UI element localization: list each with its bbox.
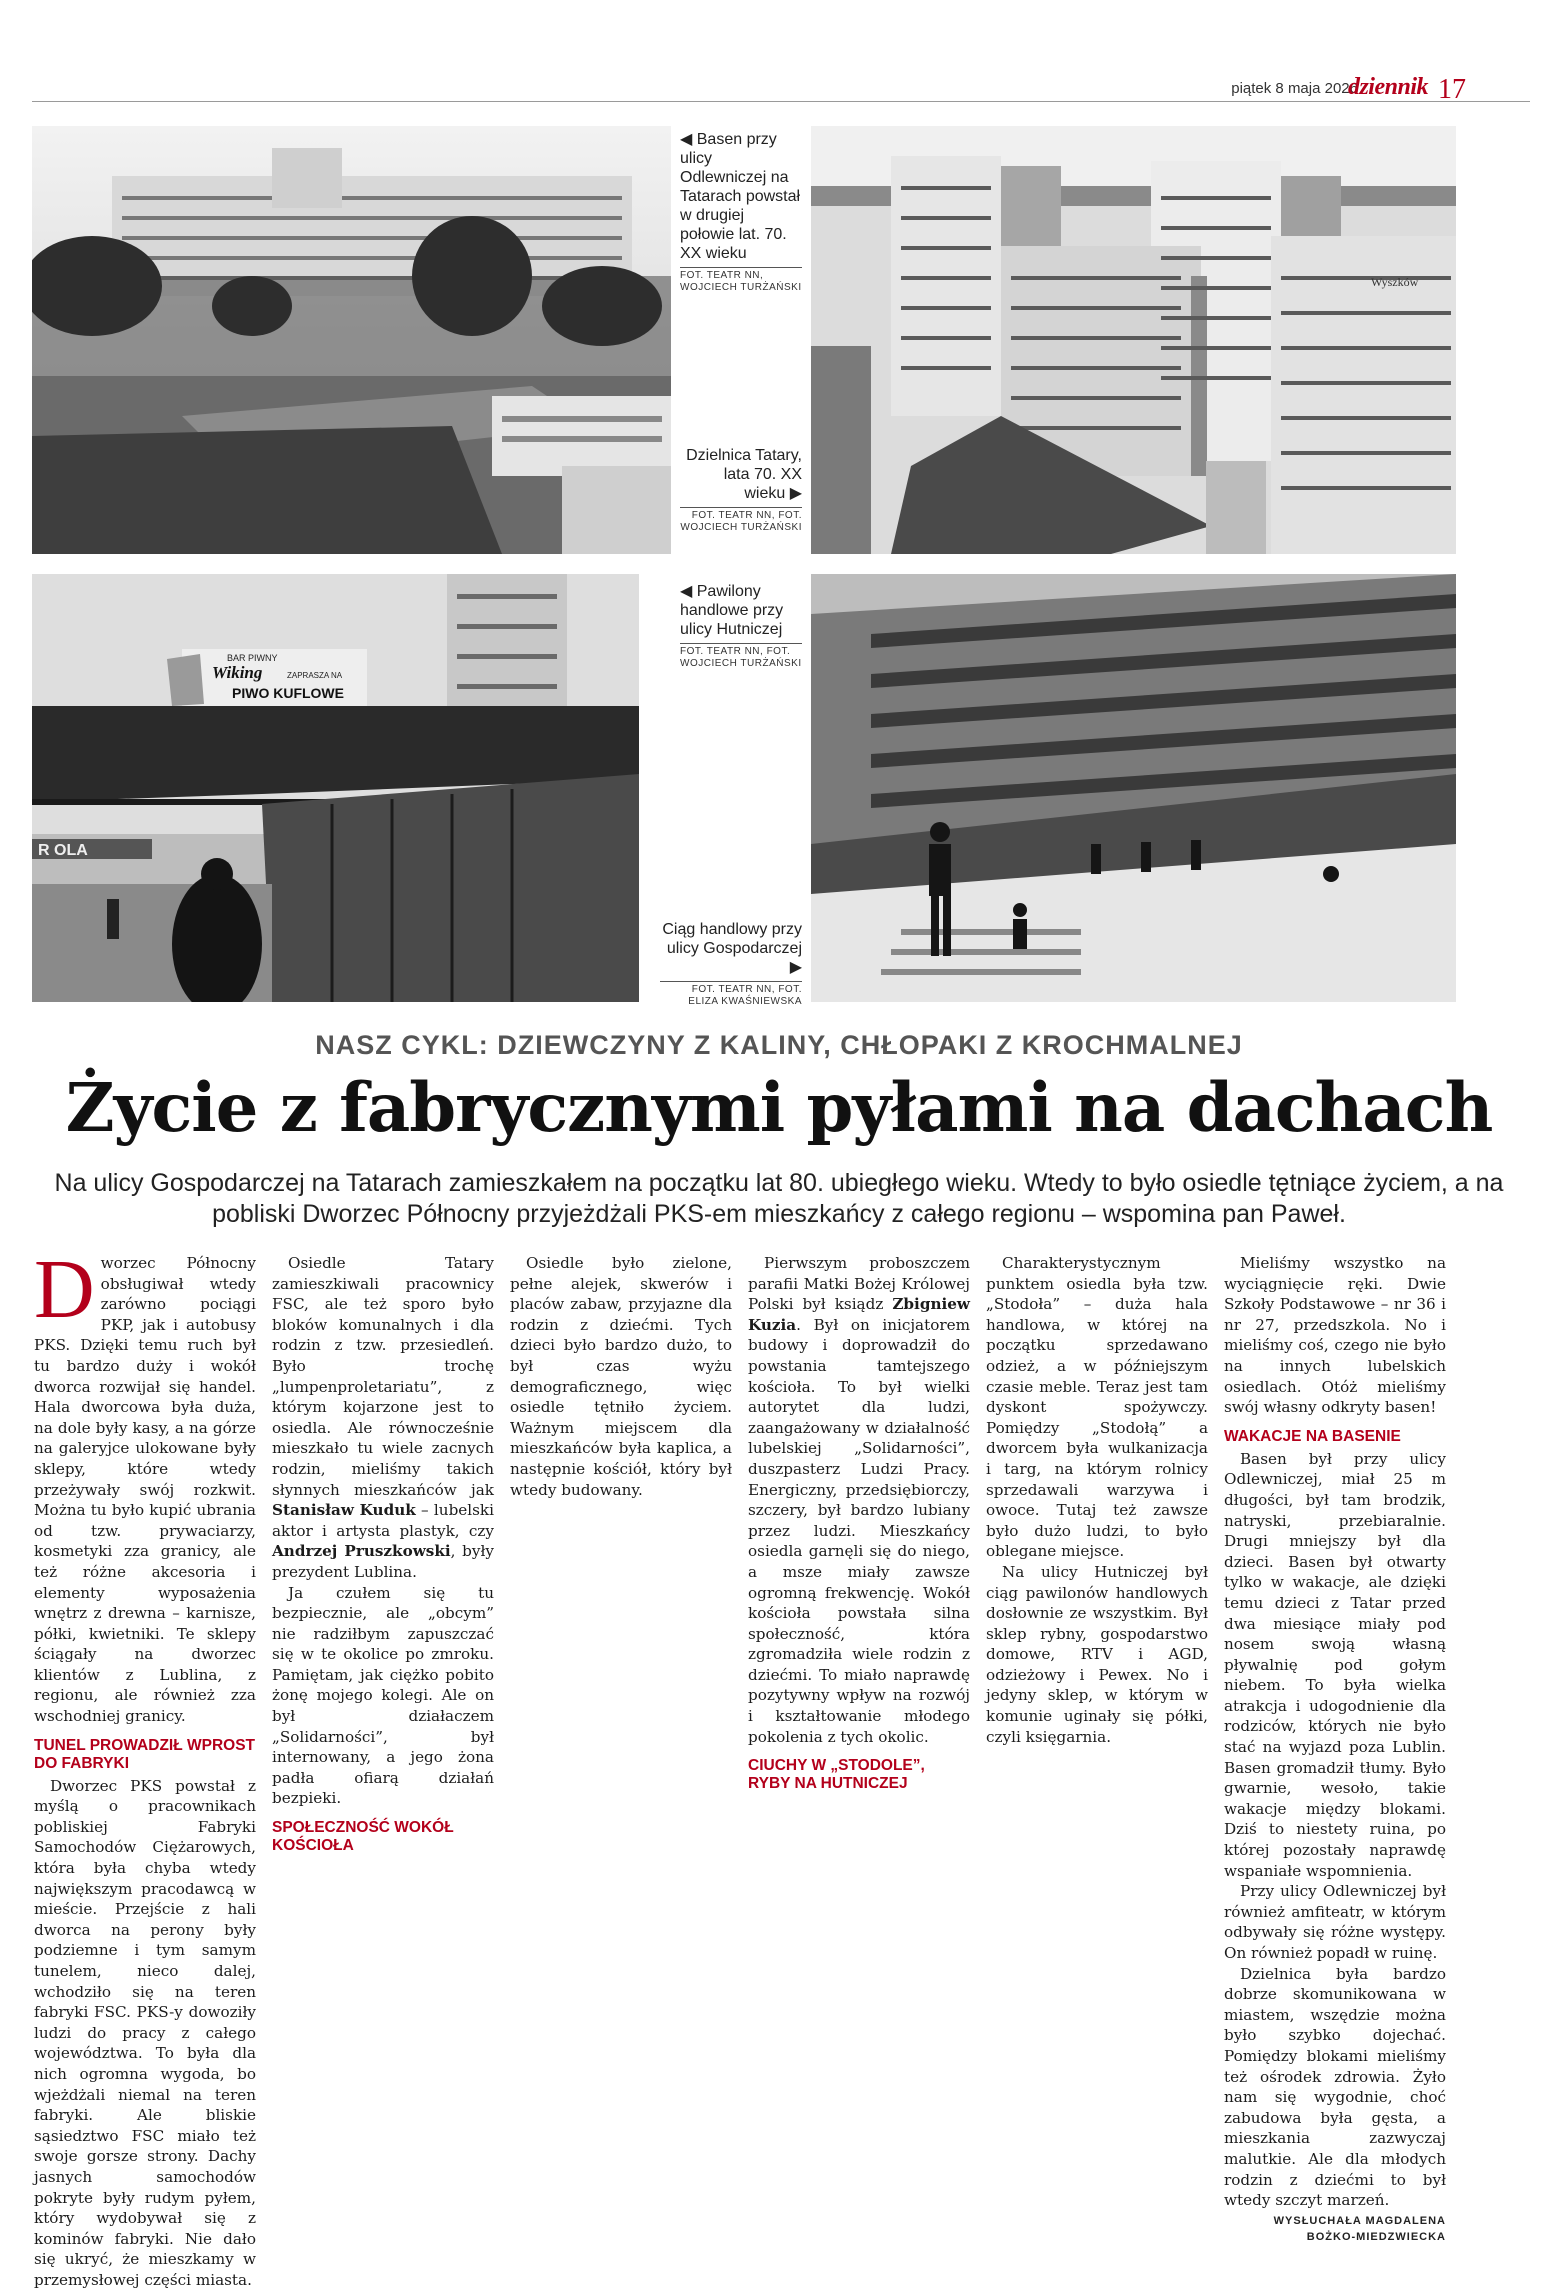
article-headline: Życie z fabrycznymi pyłami na dachach [65, 1068, 1493, 1147]
cola-sign: R OLA [38, 842, 88, 859]
photo-shops [811, 574, 1456, 1002]
paragraph-8: Na ulicy Hutniczej był ciąg pawilonów handlowych dosłownie ze wszystkim. Był sklep rybny, gospodarstwo domowe, RTV i AGD, odzieżowy i Pewex. No i jedyny sklep, w którym w komunie uginały się półki, czyli księgarnia. [986, 1562, 1208, 1746]
article-column-1 [34, 1243, 256, 2291]
paragraph-3: Osiedle Tatary zamieszkiwali pracownicy FSC, ale też sporo było bloków komunalnych i dla rodzin z tzw. przesiedleń. Było trochę „lumpenproletariatu”, z którym kojarzone jest to osiedla. Ale równocześnie mieszkało tu wiele zacnych rodzin, mieliśmy takich słynnych mieszkańców jak Stanisław Kuduk – lubelski aktor i artysta plastyk, czy Andrzej Pruszkowski, były prezydent Lublina. [272, 1254, 494, 1581]
article-column-2 [272, 1253, 494, 1858]
paragraph-5: Osiedle było zielone, pełne alejek, skwerów i placów zabaw, przyjazne dla rodzin z dziećmi. Tych dzieci było bardzo dużo, to był czas wyżu demograficznego, więc osiedle tętniło życiem. Ważnym miejscem dla mieszkańców była kaplica, a następnie kościół, który był wtedy budowany. [510, 1254, 732, 1499]
piwo-sign: PIWO KUFLOWE [232, 685, 344, 701]
article-column-3 [510, 1253, 732, 1500]
paragraph-9: Mieliśmy wszystko na wyciągnięcie ręki. Dwie Szkoły Podstawowe – nr 36 i nr 27, przedszkola. No i mieliśmy coś, czego nie było na innych lubelskich osiedlach. Otóż mieliśmy swój własny odkryty basen! [1224, 1254, 1446, 1417]
subheading-pool: WAKACJE NA BASENIE [1224, 1427, 1401, 1445]
byline: WYSŁUCHAŁA MAGDALENA BOŻKO-MIEDZWIECKA [1273, 2214, 1446, 2243]
series-title: NASZ CYKL: DZIEWCZYNY Z KALINY, CHŁOPAKI Z KROCHMALNEJ [315, 1030, 1243, 1060]
article-lead: Na ulicy Gospodarczej na Tatarach zamieszkałem na początku lat 80. ubiegłego wieku. Wtedy to było osiedle tętniące życiem, a na pobliski Dworzec Północny przyjeżdżali PKS-em mieszkańcy z całego regionu – wspomina pan Paweł. [54, 1169, 1504, 1228]
zaprasza-sign: ZAPRASZA NA [287, 671, 343, 680]
dropcap: D [34, 1243, 95, 1336]
paragraph-11: Przy ulicy Odlewniczej był również amfiteatr, w którym odbywały się różne występy. On również popadł w ruinę. [1224, 1882, 1446, 1962]
caption-pool: ◀ Basen przy ulicy Odlewniczej na Tatarach powstał w drugiej połowie lat. 70. XX wieku FOT. TEATR NN, WOJCIECH TURŻAŃSKI [680, 131, 802, 293]
subheading-clothes: CIUCHY W „STODOLE”, RYBY NA HUTNICZEJ [748, 1757, 925, 1793]
paragraph-12: Dzielnica była bardzo dobrze skomunikowana w miastem, wszędzie można było szybko dojechać. Pomiędzy blokami mieliśmy też ośrodek zdrowia. Żyło nam się wygodnie, choć zabudowa była gęsta, a mieszkania zazwyczaj malutkie. Ale dla młodych rodzin z dziećmi to był wtedy szczyt marzeń. [1224, 1964, 1446, 2210]
header-rule [32, 101, 1530, 102]
newspaper-logo: dziennik [1347, 74, 1428, 100]
wiking-sign: Wiking [212, 663, 263, 682]
subheading-community: SPOŁECZNOŚĆ WOKÓŁ KOŚCIOŁA [272, 1819, 454, 1855]
subheading-tunnel: TUNEL PROWADZIŁ WPROST DO FABRYKI [34, 1736, 256, 1772]
paragraph-2: Dworzec PKS powstał z myślą o pracownikach pobliskiej Fabryki Samochodów Ciężarowych, która była chyba wtedy największym pracodawcą w mieście. Przejście z hali dworca na perony były podziemne i tym samym tunelem, nieco dalej, wchodziło się na teren fabryki FSC. PKS-y dowoziły ludzi do pracy z całego województwa. To była dla nich ogromna wygoda, bo wjeżdżali niemal na teren fabryki. Ale bliskie sąsiedztwo FSC miało też swoje gorsze strony. Dachy jasnych samochodów pokryte były rudym pyłem, który wydobywał się z kominów fabryki. Nie dało się ukryć, że mieszkamy w przemysłowej części miasta. [34, 1776, 256, 2289]
photo-pool [32, 126, 671, 554]
paragraph-1: Dworzec Północny obsługiwał wtedy zarówno pociągi PKP, jak i autobusy PKS. Dzięki temu ruch był tu bardzo duży i wokół dworca rozwijał się handel. Hala dworcowa była duża, na dole były kasy, a na górze na galeryjce ulokowane były sklepy, które wtedy przeżywały swój rozkwit. Można tu było kupić ubrania od tzw. prywaciarzy, kosmetyki zza granicy, ale też różne akcesoria i elementy wyposażenia wnętrz z drewna – karnisze, półki, kwietniki. Te sklepy ściągały na dworzec klientów z Lublina, z regionu, ale również zza wschodniej granicy. [34, 1243, 256, 1726]
caption-pavilions: ◀ Pawilony handlowe przy ulicy Hutniczej FOT. TEATR NN, FOT. WOJCIECH TURŻAŃSKI [680, 583, 802, 669]
paragraph-6: Pierwszym proboszczem parafii Matki Bożej Królowej Polski był ksiądz Zbigniew Kuzia. Był on inicjatorem budowy i doprowadził do powstania tamtejszego kościoła. To był wielki autorytet dla ludzi, zaangażowany w działalność lubelskiej „Solidarności”, duszpasterz Ludzi Pracy. Energiczny, przedsiębiorczy, szczery, był bardzo lubiany przez ludzi. Mieszkańcy osiedla garnęli się do niego, a msze miały zawsze ogromną frekwencję. Wokół kościoła powstała silna społeczność, która zgromadziła wiele rodzin z dziećmi. To miało naprawdę pozytywny wpływ na rozwój i kształtowanie młodego pokolenia z tych okolic. [748, 1254, 970, 1746]
photo-pavilions [32, 574, 639, 1002]
paragraph-7: Charakterystycznym punktem osiedla była tzw. „Stodoła” – duża hala handlowa, w której na początku sprzedawano odzież, a w późniejszym czasie meble. Teraz jest tam dyskont spożywczy. Pomiędzy „Stodołą” a dworcem była wulkanizacja i targ, na którym rolnicy sprzedawali warzywa i owoce. Tutaj też zawsze było dużo ludzi, to było oblegane miejsce. [986, 1254, 1208, 1561]
article-column-6 [1224, 1253, 1446, 2245]
article-column-4 [748, 1253, 970, 1796]
caption-district: Dzielnica Tatary, lata 70. XX wieku ▶ FOT. TEATR NN, FOT. WOJCIECH TURŻAŃSKI [680, 447, 802, 533]
caption-shops: Ciąg handlowy przy ulicy Gospodarczej ▶ FOT. TEATR NN, FOT. ELIZA KWAŚNIEWSKA [660, 920, 802, 1008]
block-sign-text: Wyszków [1371, 275, 1419, 289]
paragraph-4: Ja czułem się tu bezpiecznie, ale „obcym” nie radziłbym zapuszczać się w te okolice po zmroku. Pamiętam, jak ciężko pobito żonę mojego kolegi. Ale on był działaczem „Solidarności”, był internowany, a jego żona padła ofiarą działań bezpieki. [272, 1583, 494, 1808]
photo-district [811, 126, 1456, 554]
bar-sign: BAR PIWNY [227, 653, 278, 663]
issue-date: piątek 8 maja 2026 [1231, 80, 1358, 97]
page-number: 17 [1438, 74, 1466, 105]
article-column-5 [986, 1253, 1208, 1747]
paragraph-10: Basen był przy ulicy Odlewniczej, miał 25 m długości, był tam brodzik, natryski, przebiaralnie. Drugi mniejszy był dla dzieci. Basen był otwarty tylko w wakacje, ale dzięki temu dzieci z Tatar przed dwa miesiące miały pod nosem swoją własną pływalnię pod gołym niebem. To była wielka atrakcja i udogodnienie dla rodziców, których nie było stać na wyjazd poza Lublin. Basen gromadził tłumy. Było gwarnie, wesoło, takie wakacje między blokami. Dziś to niestety ruina, po której pozostały naprawdę wspaniałe wspomnienia. [1224, 1449, 1446, 1880]
